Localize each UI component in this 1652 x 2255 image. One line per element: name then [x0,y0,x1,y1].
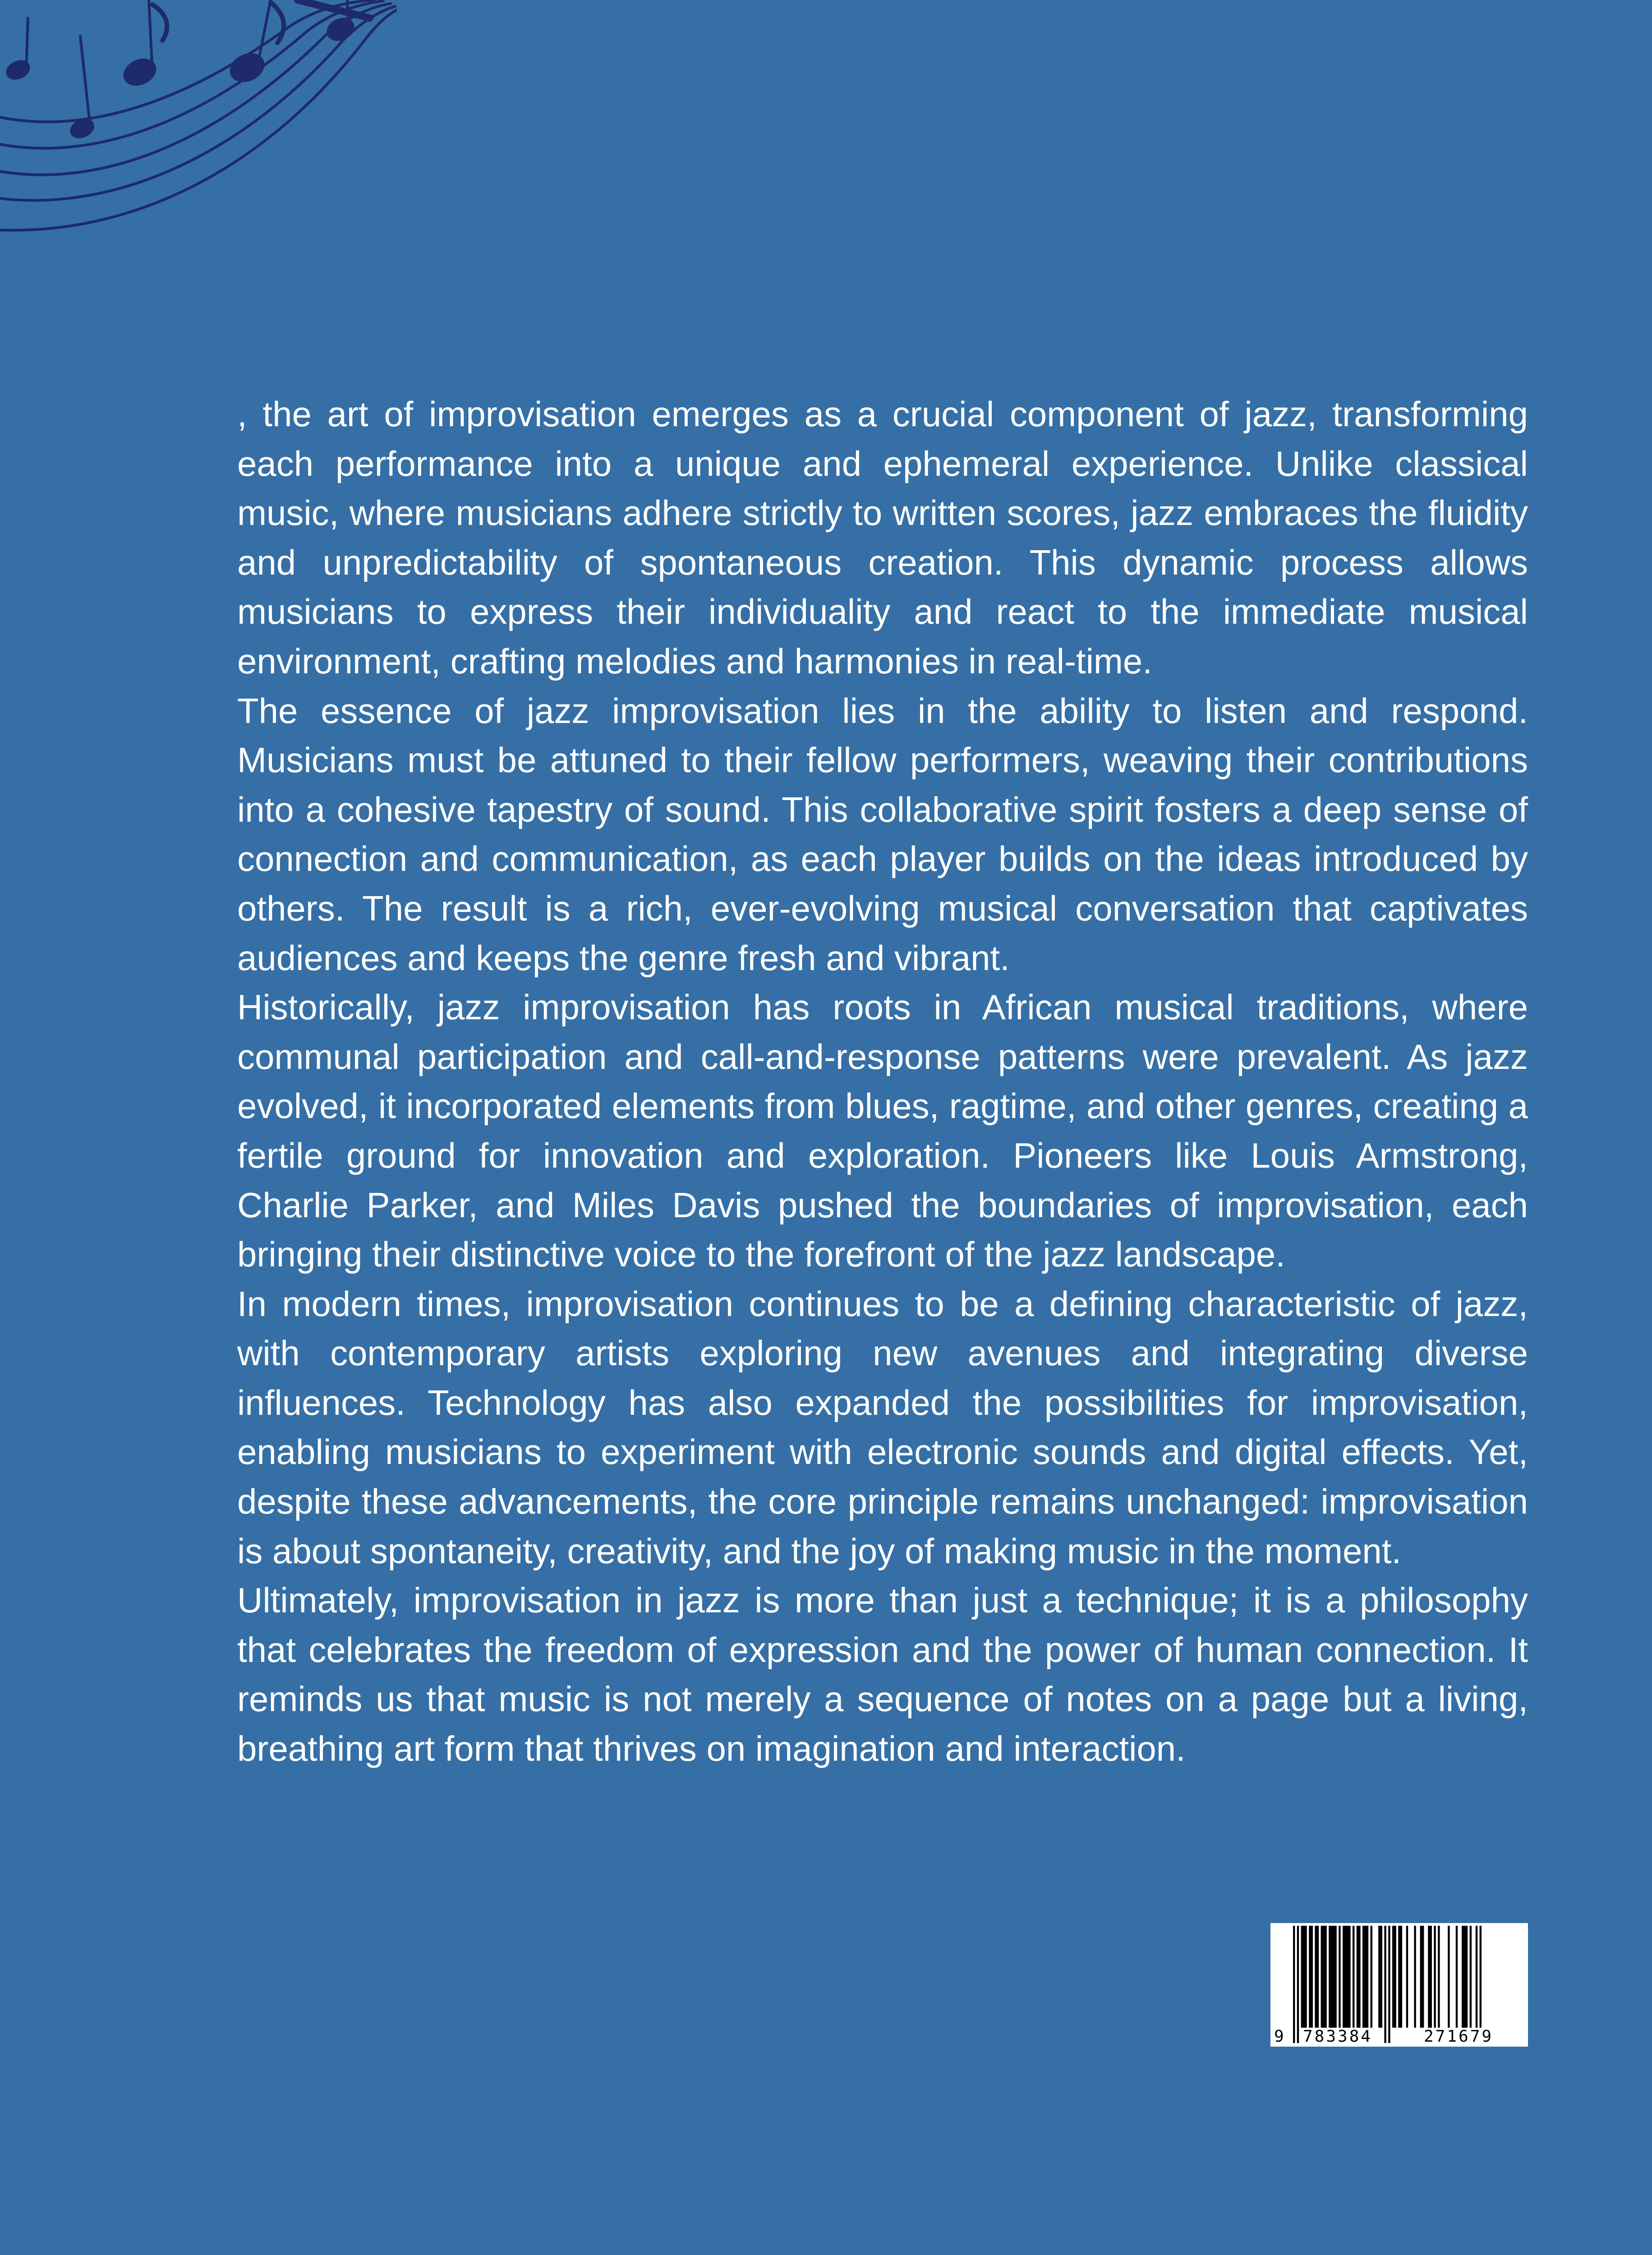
blurb-paragraph: Historically, jazz improvisation has roots in African musical traditions, where communal participation and call-and-response patterns were prevalent. As jazz evolved, it incorporated elements from blues, ragtime, and other genres, creating a fertile ground for innovation and exploration. Pioneers like Louis Armstrong, Charlie Parker, and Miles Davis pushed the boundaries of improvisation, each bringing their distinctive voice to the forefront of the jazz landscape. [237,987,1528,1275]
barcode-bar [1434,1926,1436,2028]
barcode-bar [1315,1926,1319,2028]
barcode-bar [1329,1926,1337,2028]
barcode-bar [1470,1926,1472,2028]
isbn-barcode [1270,1923,1528,2047]
barcode-bar [1462,1926,1468,2028]
barcode-guard-bar [1384,1926,1386,2043]
music-notes-staff-icon [0,0,397,244]
barcode-bar [1448,1926,1450,2028]
barcode-left-digits: 783384 [1301,2028,1374,2046]
barcode-first-digit: 9 [1274,2027,1286,2046]
barcode-bar [1357,1926,1361,2028]
back-cover-blurb [237,390,1528,1774]
barcode-guard-bar [1293,1926,1295,2043]
barcode-bar [1392,1926,1396,2028]
barcode-bar [1321,1926,1327,2028]
note-head [3,56,33,83]
barcode-bar [1398,1926,1402,2028]
barcode-guard-bar [1476,1926,1477,2043]
barcode-bar [1456,1926,1458,2028]
staff-line [0,0,374,122]
barcode-bar [1428,1926,1432,2028]
note-stem [80,36,90,127]
blurb-paragraph: In modern times, improvisation continues to be a defining characteristic of jazz, with contemporary artists exploring new avenues and integrating diverse influences. Technology has also expanded the possibilities for improvisation, enabling musicians to experiment with electronic sounds and digital effects. Yet, despite these advancements, the core principle remains unchanged: improvisation is about spontaneity, creativity, and the joy of making music in the moment. [237,1284,1528,1571]
barcode-right-digits: 271679 [1422,2028,1495,2046]
barcode-bar [1343,1926,1351,2028]
staff-line [0,10,397,230]
barcode-bar [1353,1926,1354,2028]
barcode-bar [1378,1926,1382,2028]
blurb-paragraph: The essence of jazz improvisation lies in the ability to listen and respond. Musicians must be attuned to their fellow performers, weaving their contributions into a cohesive tapestry of sound. This collaborative spirit fosters a deep sense of connection and communication, as each player builds on the ideas introduced by others. The result is a rich, ever-evolving musical conversation that captivates audiences and keeps the genre fresh and vibrant. [237,690,1528,978]
note-flag [152,5,167,41]
barcode-guard-bar [1297,1926,1299,2043]
barcode-bar [1406,1926,1408,2028]
blurb-paragraph: , the art of improvisation emerges as a crucial component of jazz, transforming each performance into a unique and ephemeral experience. Unlike classical music, where musicians adhere strictly to written scores, jazz embraces the fluidity and unpredictability of spontaneous creation. This dynamic process allows musicians to express their individuality and react to the immediate musical environment, crafting melodies and harmonies in real-time. [237,394,1528,681]
note-head [225,48,269,87]
barcode-bar [1309,1926,1313,2028]
barcode-bar [1420,1926,1424,2028]
barcode-bar [1301,1926,1307,2028]
barcode-guard-bar [1480,1926,1482,2043]
note-head [119,54,161,91]
blurb-paragraph: Ultimately, improvisation in jazz is more than just a technique; it is a philosophy that celebrates the freedom of expression and the power of human connection. It reminds us that music is not merely a sequence of notes on a page but a living, breathing art form that thrives on imagination and interaction. [237,1580,1528,1769]
barcode-bar [1339,1926,1340,2028]
barcode-guard-bar [1388,1926,1390,2043]
barcode-bar [1362,1926,1368,2028]
barcode-bar [1438,1926,1440,2028]
barcode-bar [1371,1926,1372,2028]
barcode-bar [1414,1926,1416,2028]
staff-line [0,1,383,148]
